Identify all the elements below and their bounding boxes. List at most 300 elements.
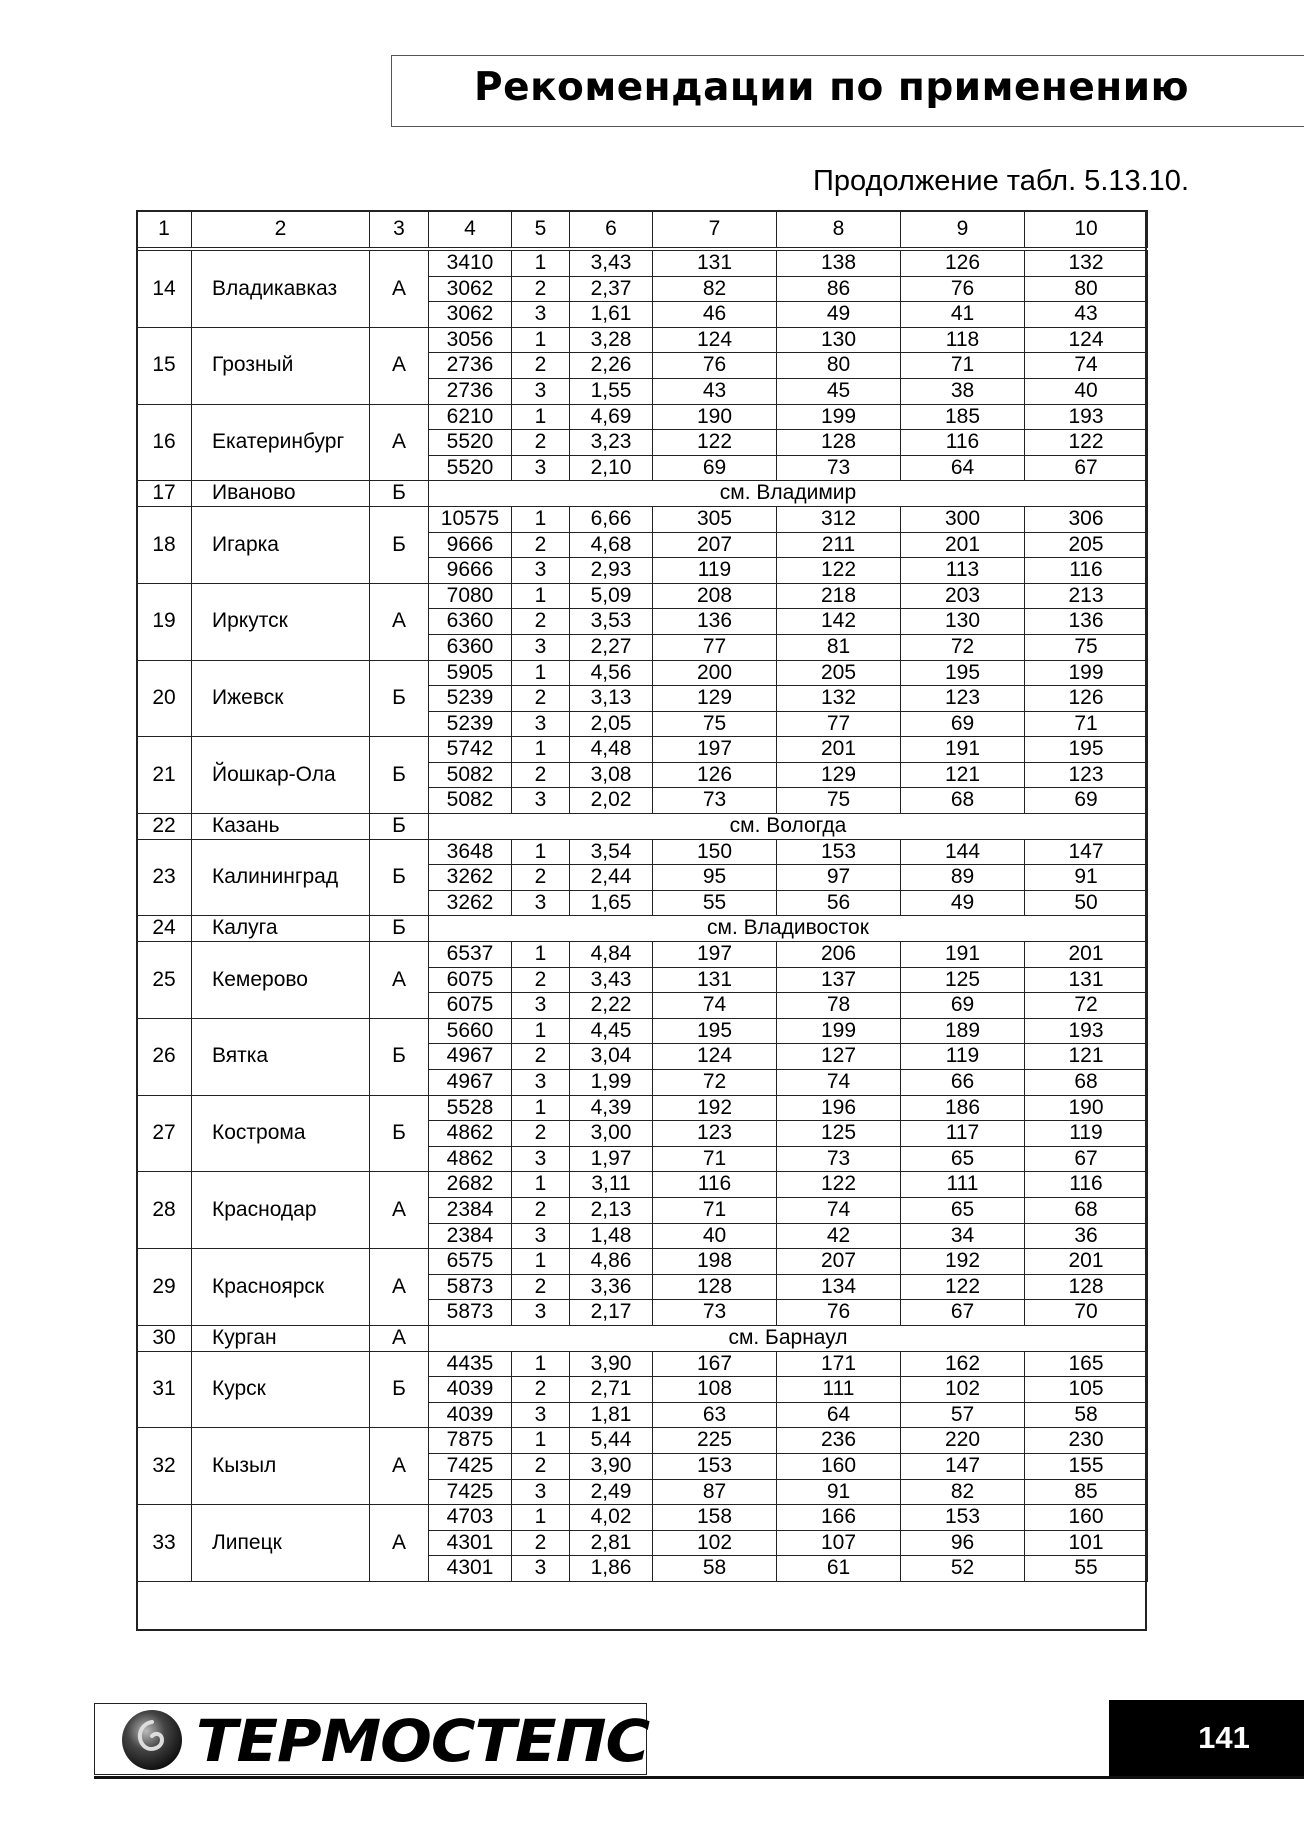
table-cell: 196: [777, 1095, 901, 1121]
table-cell: 5742: [429, 737, 512, 763]
table-cell: 71: [653, 1197, 777, 1223]
table-cell: 3062: [429, 302, 512, 328]
brand-name: ТЕРМОСТЕПС: [196, 1707, 650, 1775]
table-cell: 91: [1025, 865, 1148, 891]
table-cell: 3,08: [570, 762, 653, 788]
table-cell: 2,71: [570, 1377, 653, 1403]
table-cell: 192: [653, 1095, 777, 1121]
table-cell: 4,39: [570, 1095, 653, 1121]
table-cell: 2384: [429, 1197, 512, 1223]
table-cell: 73: [653, 1300, 777, 1326]
table-cell: 67: [1025, 1146, 1148, 1172]
city-name: Вятка: [192, 1018, 370, 1095]
city-type: Б: [370, 506, 429, 583]
table-cell: 186: [901, 1095, 1025, 1121]
table-cell: 2,05: [570, 711, 653, 737]
table-cell: 1,99: [570, 1070, 653, 1096]
table-cell: 2: [512, 1453, 570, 1479]
table-cell: 3: [512, 1556, 570, 1582]
column-header: 5: [512, 211, 570, 250]
table-cell: 3: [512, 1223, 570, 1249]
table-cell: 5239: [429, 711, 512, 737]
table-cell: 300: [901, 506, 1025, 532]
table-cell: 3: [512, 1070, 570, 1096]
table-cell: 125: [777, 1121, 901, 1147]
table-cell: 153: [653, 1453, 777, 1479]
table-cell: 108: [653, 1377, 777, 1403]
city-type: А: [370, 1249, 429, 1326]
table-row: [137, 737, 1148, 763]
city-type: Б: [370, 737, 429, 814]
table-cell: 72: [653, 1070, 777, 1096]
table-cell: 34: [901, 1223, 1025, 1249]
table-cell: 211: [777, 532, 901, 558]
table-header-row: [137, 211, 1148, 250]
table-cell: 4039: [429, 1377, 512, 1403]
table-cell: 2: [512, 1530, 570, 1556]
table-cell: 124: [653, 327, 777, 353]
table-cell: 5082: [429, 762, 512, 788]
column-header: 1: [137, 211, 192, 250]
table-cell: 153: [777, 839, 901, 865]
table-cell: 2: [512, 967, 570, 993]
table-cell: 197: [653, 737, 777, 763]
table-cell: 198: [653, 1249, 777, 1275]
table-cell: 3,04: [570, 1044, 653, 1070]
table-cell: 107: [777, 1530, 901, 1556]
table-cell: 119: [901, 1044, 1025, 1070]
table-cell: 205: [1025, 532, 1148, 558]
table-cell: 7080: [429, 583, 512, 609]
table-cell: 65: [901, 1197, 1025, 1223]
table-cell: 113: [901, 558, 1025, 584]
table-cell: 5,09: [570, 583, 653, 609]
table-cell: 3,90: [570, 1453, 653, 1479]
table-cell: 2: [512, 1377, 570, 1403]
table-cell: 76: [653, 353, 777, 379]
reference-note: см. Барнаул: [429, 1325, 1148, 1351]
table-cell: 126: [653, 762, 777, 788]
table-cell: 116: [901, 430, 1025, 456]
column-header: 3: [370, 211, 429, 250]
table-cell: 78: [777, 993, 901, 1019]
table-cell: 132: [777, 686, 901, 712]
table-cell: 55: [653, 890, 777, 916]
table-row: [137, 583, 1148, 609]
table-cell: 142: [777, 609, 901, 635]
table-cell: 3,43: [570, 967, 653, 993]
table-cell: 36: [1025, 1223, 1148, 1249]
table-cell: 40: [653, 1223, 777, 1249]
table-cell: 43: [1025, 302, 1148, 328]
table-cell: 4,48: [570, 737, 653, 763]
table-cell: 69: [901, 711, 1025, 737]
table-cell: 68: [1025, 1070, 1148, 1096]
table-cell: 127: [777, 1044, 901, 1070]
table-cell: 3: [512, 302, 570, 328]
table-cell: 43: [653, 378, 777, 404]
table-cell: 153: [901, 1505, 1025, 1531]
table-cell: 124: [653, 1044, 777, 1070]
table-row: [137, 942, 1148, 968]
table-cell: 4301: [429, 1530, 512, 1556]
table-cell: 2,49: [570, 1479, 653, 1505]
table-cell: 118: [901, 327, 1025, 353]
table-cell: 68: [1025, 1197, 1148, 1223]
table-cell: 1,97: [570, 1146, 653, 1172]
table-cell: 3,11: [570, 1172, 653, 1198]
table-cell: 191: [901, 942, 1025, 968]
table-cell: 203: [901, 583, 1025, 609]
table-cell: 2: [512, 532, 570, 558]
table-cell: 123: [653, 1121, 777, 1147]
table-cell: 171: [777, 1351, 901, 1377]
table-cell: 131: [1025, 967, 1148, 993]
table-cell: 3: [512, 993, 570, 1019]
city-type: Б: [370, 481, 429, 507]
table-cell: 190: [1025, 1095, 1148, 1121]
table-cell: 2: [512, 276, 570, 302]
table-cell: 1: [512, 1172, 570, 1198]
city-name: Курган: [192, 1325, 370, 1351]
table-cell: 207: [777, 1249, 901, 1275]
city-name: Липецк: [192, 1505, 370, 1582]
table-row: [137, 1172, 1148, 1198]
city-number: 32: [137, 1428, 192, 1505]
table-cell: 2682: [429, 1172, 512, 1198]
city-type: А: [370, 1505, 429, 1582]
table-cell: 64: [777, 1402, 901, 1428]
table-cell: 4,45: [570, 1018, 653, 1044]
table-cell: 165: [1025, 1351, 1148, 1377]
table-cell: 199: [777, 404, 901, 430]
table-cell: 1: [512, 1351, 570, 1377]
city-type: А: [370, 1325, 429, 1351]
table-cell: 105: [1025, 1377, 1148, 1403]
city-name: Екатеринбург: [192, 404, 370, 481]
table-cell: 38: [901, 378, 1025, 404]
table-cell: 5905: [429, 660, 512, 686]
reference-note: см. Владимир: [429, 481, 1148, 507]
table-cell: 306: [1025, 506, 1148, 532]
city-type: Б: [370, 814, 429, 840]
city-number: 15: [137, 327, 192, 404]
table-cell: 122: [901, 1274, 1025, 1300]
table-cell: 86: [777, 276, 901, 302]
table-cell: 208: [653, 583, 777, 609]
city-name: Игарка: [192, 506, 370, 583]
city-name: Кызыл: [192, 1428, 370, 1505]
table-cell: 71: [901, 353, 1025, 379]
table-cell: 80: [777, 353, 901, 379]
table-cell: 138: [777, 249, 901, 276]
city-number: 24: [137, 916, 192, 942]
table-cell: 76: [901, 276, 1025, 302]
table-cell: 3: [512, 455, 570, 481]
city-type: А: [370, 249, 429, 327]
table-cell: 129: [777, 762, 901, 788]
table-cell: 150: [653, 839, 777, 865]
table-cell: 2: [512, 430, 570, 456]
table-cell: 123: [901, 686, 1025, 712]
city-number: 21: [137, 737, 192, 814]
table-cell: 3,23: [570, 430, 653, 456]
table-cell: 119: [1025, 1121, 1148, 1147]
table-cell: 50: [1025, 890, 1148, 916]
table-cell: 3,53: [570, 609, 653, 635]
table-cell: 3,36: [570, 1274, 653, 1300]
table-cell: 2736: [429, 378, 512, 404]
table-cell: 2,93: [570, 558, 653, 584]
city-number: 29: [137, 1249, 192, 1326]
table-cell: 305: [653, 506, 777, 532]
table-cell: 9666: [429, 558, 512, 584]
city-number: 22: [137, 814, 192, 840]
city-type: А: [370, 1172, 429, 1249]
table-cell: 1,55: [570, 378, 653, 404]
table-cell: 57: [901, 1402, 1025, 1428]
table-cell: 74: [653, 993, 777, 1019]
table-cell: 137: [777, 967, 901, 993]
table-cell: 3,13: [570, 686, 653, 712]
table-cell: 5082: [429, 788, 512, 814]
table-cell: 201: [901, 532, 1025, 558]
table-cell: 81: [777, 634, 901, 660]
table-cell: 87: [653, 1479, 777, 1505]
table-cell: 3: [512, 711, 570, 737]
table-cell: 147: [1025, 839, 1148, 865]
column-header: 8: [777, 211, 901, 250]
city-number: 17: [137, 481, 192, 507]
table-cell: 56: [777, 890, 901, 916]
city-number: 26: [137, 1018, 192, 1095]
table-cell: 128: [653, 1274, 777, 1300]
table-cell: 61: [777, 1556, 901, 1582]
table-row: [137, 327, 1148, 353]
table-row: [137, 839, 1148, 865]
table-cell: 3262: [429, 865, 512, 891]
table-caption: Продолжение табл. 5.13.10.: [813, 165, 1189, 197]
table-cell: 134: [777, 1274, 901, 1300]
table-cell: 131: [653, 249, 777, 276]
table-cell: 80: [1025, 276, 1148, 302]
city-type: Б: [370, 1351, 429, 1428]
city-number: 31: [137, 1351, 192, 1428]
table-cell: 144: [901, 839, 1025, 865]
table-cell: 1,86: [570, 1556, 653, 1582]
table-cell: 4,69: [570, 404, 653, 430]
table-cell: 41: [901, 302, 1025, 328]
table-row: [137, 1249, 1148, 1275]
table-cell: 91: [777, 1479, 901, 1505]
table-cell: 119: [653, 558, 777, 584]
table-cell: 42: [777, 1223, 901, 1249]
city-name: Курск: [192, 1351, 370, 1428]
table-row: [137, 481, 1148, 507]
table-cell: 77: [777, 711, 901, 737]
table-cell: 3,43: [570, 249, 653, 276]
table-cell: 4435: [429, 1351, 512, 1377]
table-cell: 191: [901, 737, 1025, 763]
table-cell: 40: [1025, 378, 1148, 404]
city-name: Казань: [192, 814, 370, 840]
table-cell: 2,17: [570, 1300, 653, 1326]
table-cell: 1,65: [570, 890, 653, 916]
table-cell: 116: [1025, 558, 1148, 584]
table-cell: 160: [1025, 1505, 1148, 1531]
table-cell: 1: [512, 249, 570, 276]
table-cell: 82: [653, 276, 777, 302]
table-cell: 189: [901, 1018, 1025, 1044]
table-cell: 2,02: [570, 788, 653, 814]
table-cell: 201: [1025, 942, 1148, 968]
table-cell: 63: [653, 1402, 777, 1428]
table-cell: 230: [1025, 1428, 1148, 1454]
table-cell: 185: [901, 404, 1025, 430]
table-cell: 213: [1025, 583, 1148, 609]
reference-note: см. Вологда: [429, 814, 1148, 840]
table-cell: 67: [901, 1300, 1025, 1326]
table-cell: 69: [1025, 788, 1148, 814]
city-name: Иваново: [192, 481, 370, 507]
table-cell: 2,27: [570, 634, 653, 660]
table-cell: 122: [777, 1172, 901, 1198]
table-cell: 190: [653, 404, 777, 430]
table-row: [137, 1505, 1148, 1531]
table-cell: 69: [901, 993, 1025, 1019]
city-type: А: [370, 327, 429, 404]
table-cell: 65: [901, 1146, 1025, 1172]
city-number: 30: [137, 1325, 192, 1351]
table-row: [137, 814, 1148, 840]
table-cell: 132: [1025, 249, 1148, 276]
table-cell: 49: [901, 890, 1025, 916]
table-cell: 75: [1025, 634, 1148, 660]
table-cell: 2: [512, 1121, 570, 1147]
table-cell: 3: [512, 558, 570, 584]
table-cell: 195: [901, 660, 1025, 686]
table-row: [137, 660, 1148, 686]
table-cell: 158: [653, 1505, 777, 1531]
table-cell: 123: [1025, 762, 1148, 788]
city-number: 25: [137, 942, 192, 1019]
table-cell: 82: [901, 1479, 1025, 1505]
table-cell: 121: [1025, 1044, 1148, 1070]
table-cell: 2: [512, 1044, 570, 1070]
table-cell: 77: [653, 634, 777, 660]
table-cell: 236: [777, 1428, 901, 1454]
table-cell: 7875: [429, 1428, 512, 1454]
table-cell: 199: [777, 1018, 901, 1044]
table-cell: 73: [777, 455, 901, 481]
table-cell: 3: [512, 1479, 570, 1505]
table-cell: 6,66: [570, 506, 653, 532]
table-row: [137, 1325, 1148, 1351]
table-cell: 66: [901, 1070, 1025, 1096]
reference-note: см. Владивосток: [429, 916, 1148, 942]
table-cell: 4862: [429, 1121, 512, 1147]
table-cell: 2: [512, 609, 570, 635]
table-cell: 75: [777, 788, 901, 814]
table-cell: 160: [777, 1453, 901, 1479]
table-cell: 206: [777, 942, 901, 968]
column-header: 2: [192, 211, 370, 250]
table-cell: 73: [777, 1146, 901, 1172]
table-cell: 71: [653, 1146, 777, 1172]
table-cell: 4703: [429, 1505, 512, 1531]
table-cell: 46: [653, 302, 777, 328]
table-cell: 2: [512, 686, 570, 712]
table-cell: 2,22: [570, 993, 653, 1019]
table-cell: 6075: [429, 993, 512, 1019]
table-cell: 4862: [429, 1146, 512, 1172]
table-cell: 192: [901, 1249, 1025, 1275]
table-cell: 7425: [429, 1453, 512, 1479]
table-cell: 1,48: [570, 1223, 653, 1249]
table-cell: 68: [901, 788, 1025, 814]
table-cell: 3,00: [570, 1121, 653, 1147]
table-cell: 2,13: [570, 1197, 653, 1223]
table-cell: 2,37: [570, 276, 653, 302]
city-number: 18: [137, 506, 192, 583]
page-title: Рекомендации по применению: [474, 65, 1189, 110]
table-cell: 4039: [429, 1402, 512, 1428]
table-cell: 1,81: [570, 1402, 653, 1428]
table-cell: 1: [512, 583, 570, 609]
table-row: [137, 1428, 1148, 1454]
table-cell: 96: [901, 1530, 1025, 1556]
brand-logo-icon: [120, 1708, 184, 1772]
table-cell: 67: [1025, 455, 1148, 481]
city-type: Б: [370, 916, 429, 942]
table-cell: 2,81: [570, 1530, 653, 1556]
table-cell: 2384: [429, 1223, 512, 1249]
table-cell: 136: [653, 609, 777, 635]
table-cell: 3648: [429, 839, 512, 865]
table-cell: 312: [777, 506, 901, 532]
column-header: 4: [429, 211, 512, 250]
table-cell: 74: [1025, 353, 1148, 379]
table-cell: 218: [777, 583, 901, 609]
table-cell: 201: [1025, 1249, 1148, 1275]
table-cell: 116: [653, 1172, 777, 1198]
table-cell: 9666: [429, 532, 512, 558]
table-cell: 102: [653, 1530, 777, 1556]
city-number: 33: [137, 1505, 192, 1582]
table-cell: 72: [901, 634, 1025, 660]
city-number: 27: [137, 1095, 192, 1172]
city-type: А: [370, 1428, 429, 1505]
table-cell: 2736: [429, 353, 512, 379]
table-row: [137, 1095, 1148, 1121]
city-number: 20: [137, 660, 192, 737]
table-cell: 2: [512, 353, 570, 379]
table-cell: 126: [901, 249, 1025, 276]
table-cell: 201: [777, 737, 901, 763]
table-cell: 4967: [429, 1044, 512, 1070]
table-row: [137, 1351, 1148, 1377]
city-type: Б: [370, 1095, 429, 1172]
city-name: Владикавказ: [192, 249, 370, 327]
column-header: 6: [570, 211, 653, 250]
table-cell: 128: [777, 430, 901, 456]
table-cell: 195: [653, 1018, 777, 1044]
table-cell: 1,61: [570, 302, 653, 328]
city-type: Б: [370, 839, 429, 916]
table-cell: 5660: [429, 1018, 512, 1044]
table-cell: 207: [653, 532, 777, 558]
table-cell: 126: [1025, 686, 1148, 712]
